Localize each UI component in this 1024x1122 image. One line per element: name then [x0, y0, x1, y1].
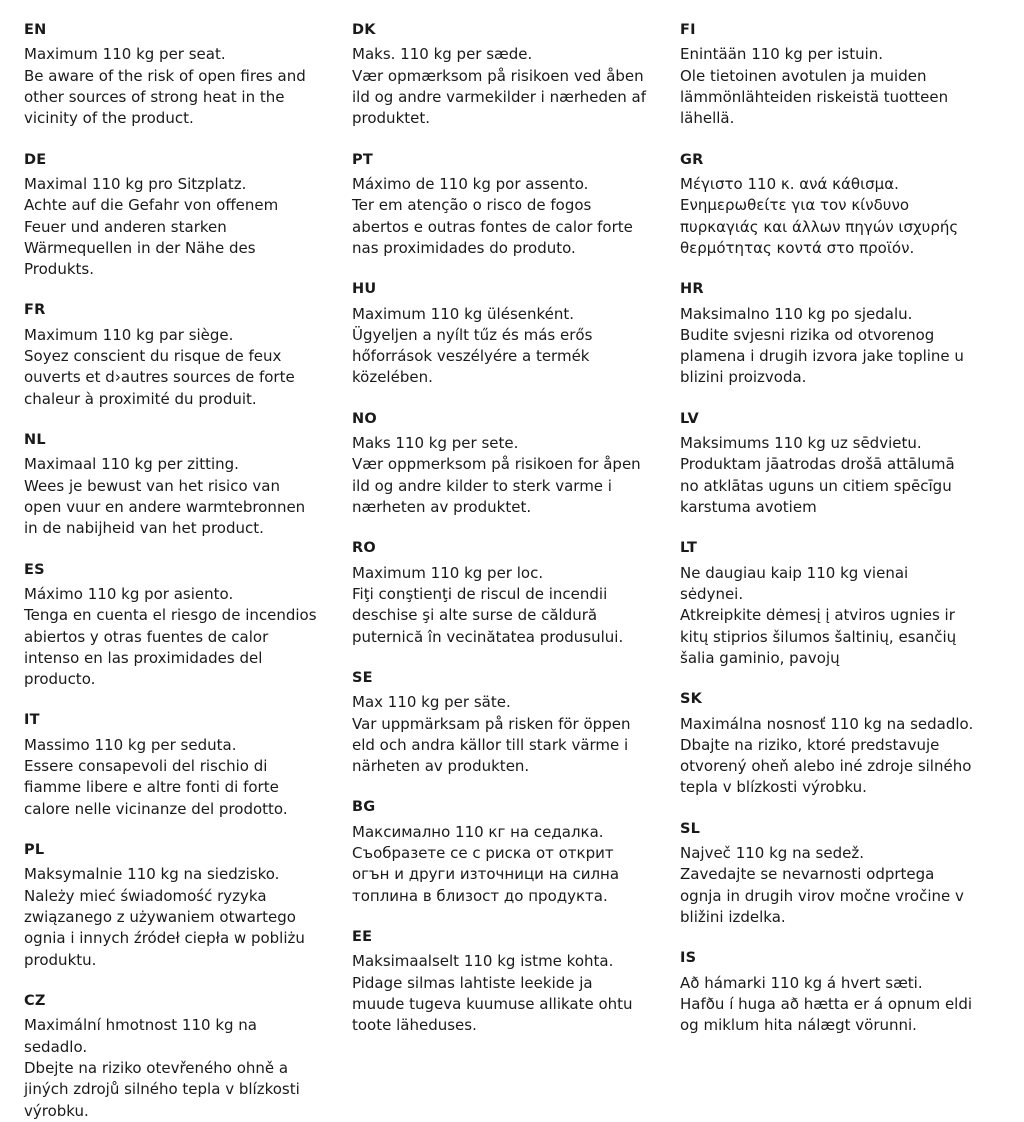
weight-limit-text: Maximum 110 kg par siège.: [24, 325, 234, 344]
weight-limit-text: Enintään 110 kg per istuin.: [680, 45, 884, 64]
fire-warning-text: Budite svjesni rizika od otvorenog plamena i drugih izvora jake topline u blizini proizvoda.: [680, 325, 964, 387]
fire-warning-text: Var uppmärksam på risken för öppen eld och andra källor till stark värme i närheten av produkten.: [352, 714, 631, 776]
weight-limit-text: Μέγιστο 110 κ. ανά κάθισμα.: [680, 174, 899, 193]
language-code: CZ: [24, 992, 46, 1009]
language-entry: [352, 152, 648, 260]
language-entry: [24, 712, 320, 820]
weight-limit-text: Maximum 110 kg per loc.: [352, 563, 544, 582]
language-entry: [24, 842, 320, 971]
fire-warning-text: Essere consapevoli del rischio di fiamme libere e altre fonti di forte calore nelle vicinanze del prodotto.: [24, 757, 288, 818]
weight-limit-text: Max 110 kg per säte.: [352, 693, 511, 712]
weight-limit-text: Máximo de 110 kg por assento.: [352, 174, 589, 193]
language-entry: [24, 993, 320, 1122]
fire-warning-text: Vær oppmerksom på risikoen for åpen ild og andre kilder to sterk varme i nærheten av produktet.: [352, 455, 641, 517]
language-entry: [680, 281, 976, 389]
language-columns: [24, 22, 1000, 1122]
language-code: EN: [24, 22, 47, 38]
weight-limit-text: Maksymalnie 110 kg na siedzisko.: [24, 865, 280, 884]
language-column-2: [352, 22, 648, 1037]
language-entry: [680, 411, 976, 519]
language-column-3: [680, 22, 976, 1037]
language-entry: [680, 152, 976, 260]
language-code: ES: [24, 561, 45, 578]
language-code: IS: [680, 950, 697, 967]
weight-limit-text: Največ 110 kg na sedež.: [680, 844, 864, 863]
language-code: FR: [24, 302, 46, 319]
language-entry: [352, 670, 648, 778]
language-code: IT: [24, 712, 40, 729]
fire-warning-text: Produktam jāatrodas drošā attālumā no atklātas uguns un citiem spēcīgu karstuma avotiem: [680, 455, 955, 517]
language-code: PT: [352, 151, 373, 168]
fire-warning-text: Съобразете се с риска от открит огън и други източници на силна топлина в близост до продукта.: [352, 844, 620, 905]
fire-warning-text: Pidage silmas lahtiste leekide ja muude tugeva kuumuse allikate ohtu toote läheduses.: [352, 973, 633, 1035]
language-code: LV: [680, 410, 699, 427]
language-entry: [352, 540, 648, 648]
fire-warning-text: Należy mieć świadomość ryzyka związanego z używaniem otwartego ognia i innych źródeł ciepła w pobliżu produktu.: [24, 886, 305, 969]
weight-limit-text: Maximální hmotnost 110 kg na sedadlo.: [24, 1016, 257, 1056]
language-entry: [680, 540, 976, 669]
language-entry: [24, 152, 320, 281]
fire-warning-text: Dbajte na riziko, ktoré predstavuje otvorený oheň alebo iné zdroje silného tepla v blízkosti výrobku.: [680, 735, 972, 797]
fire-warning-text: Zavedajte se nevarnosti odprtega ognja in drugih virov močne vročine v bližini izdelka.: [680, 865, 964, 927]
weight-limit-text: Maks 110 kg per sete.: [352, 434, 519, 453]
weight-limit-text: Maximaal 110 kg per zitting.: [24, 455, 239, 474]
fire-warning-text: Dbejte na riziko otevřeného ohně a jiných zdrojů silného tepla v blízkosti výrobku.: [24, 1058, 300, 1120]
weight-limit-text: Massimo 110 kg per seduta.: [24, 735, 237, 754]
language-entry: [680, 691, 976, 799]
weight-limit-text: Að hámarki 110 kg á hvert sæti.: [680, 973, 923, 992]
fire-warning-text: Achte auf die Gefahr von offenem Feuer und anderen starken Wärmequellen in der Nähe des Produkts.: [24, 196, 279, 279]
fire-warning-text: Tenga en cuenta el riesgo de incendios abiertos y otras fuentes de calor intenso en las proximidades del producto.: [24, 606, 317, 689]
language-entry: [352, 22, 648, 130]
weight-limit-text: Maximum 110 kg ülésenként.: [352, 304, 575, 323]
language-entry: [680, 22, 976, 130]
fire-warning-text: Hafðu í huga að hætta er á opnum eldi og miklum hita nálægt vörunni.: [680, 995, 973, 1035]
language-entry: [352, 799, 648, 907]
language-code: SE: [352, 669, 373, 686]
fire-warning-text: Be aware of the risk of open fires and other sources of strong heat in the vicinity of the product.: [24, 66, 306, 128]
fire-warning-text: Ter em atenção o risco de fogos abertos e outras fontes de calor forte nas proximidades do produto.: [352, 196, 633, 257]
language-code: LT: [680, 540, 698, 557]
language-code: SK: [680, 691, 703, 708]
fire-warning-text: Ole tietoinen avotulen ja muiden lämmönlähteiden riskeistä tuotteen lähellä.: [680, 66, 949, 128]
weight-limit-text: Maksimalno 110 kg po sjedalu.: [680, 304, 913, 323]
fire-warning-text: Ügyeljen a nyílt tűz és más erős hőforrások veszélyére a termék közelében.: [352, 325, 593, 387]
weight-limit-text: Maximum 110 kg per seat.: [24, 45, 226, 64]
language-entry: [24, 302, 320, 410]
language-entry: [24, 562, 320, 691]
language-code: SL: [680, 820, 701, 837]
fire-warning-text: Soyez conscient du risque de feux ouverts et d›autres sources de forte chaleur à proximité du produit.: [24, 347, 295, 408]
fire-warning-text: Wees je bewust van het risico van open vuur en andere warmtebronnen in de nabijheid van het product.: [24, 476, 306, 538]
weight-limit-text: Maks. 110 kg per sæde.: [352, 45, 533, 64]
language-entry: [24, 432, 320, 540]
weight-limit-text: Ne daugiau kaip 110 kg vienai sėdynei.: [680, 563, 909, 603]
language-column-1: [24, 22, 320, 1122]
language-code: BG: [352, 799, 376, 816]
language-code: NL: [24, 432, 46, 449]
language-code: HR: [680, 281, 704, 298]
language-code: EE: [352, 929, 373, 946]
language-code: RO: [352, 540, 376, 557]
weight-limit-text: Máximo 110 kg por asiento.: [24, 585, 234, 603]
fire-warning-text: Ενημερωθείτε για τον κίνδυνο πυρκαγιάς και άλλων πηγών ισχυρής θερμότητας κοντά στο προϊόν.: [680, 196, 959, 257]
weight-limit-text: Maksimaalselt 110 kg istme kohta.: [352, 952, 614, 971]
fire-warning-text: Atkreipkite dėmesį į atviros ugnies ir kitų stiprios šilumos šaltinių, esančių šalia gaminio, pavojų: [680, 606, 957, 667]
language-entry: [352, 929, 648, 1037]
fire-warning-text: Fiţi conştienţi de riscul de incendii deschise şi alte surse de căldură puternică în vecinătatea produsului.: [352, 585, 624, 646]
weight-limit-text: Maksimums 110 kg uz sēdvietu.: [680, 434, 922, 453]
weight-limit-text: Максимално 110 кг на седалка.: [352, 822, 604, 841]
language-entry: [24, 22, 320, 130]
language-entry: [680, 821, 976, 929]
language-code: HU: [352, 281, 377, 298]
language-code: PL: [24, 842, 45, 859]
weight-limit-text: Maximálna nosnosť 110 kg na sedadlo.: [680, 714, 974, 733]
language-code: DE: [24, 151, 47, 168]
language-code: FI: [680, 22, 696, 38]
language-code: NO: [352, 410, 377, 427]
language-entry: [352, 411, 648, 519]
weight-limit-text: Maximal 110 kg pro Sitzplatz.: [24, 174, 247, 193]
language-entry: [352, 281, 648, 389]
fire-warning-text: Vær opmærksom på risikoen ved åben ild og andre varmekilder i nærheden af produktet.: [352, 66, 646, 128]
language-code: GR: [680, 151, 704, 168]
language-code: DK: [352, 22, 376, 38]
